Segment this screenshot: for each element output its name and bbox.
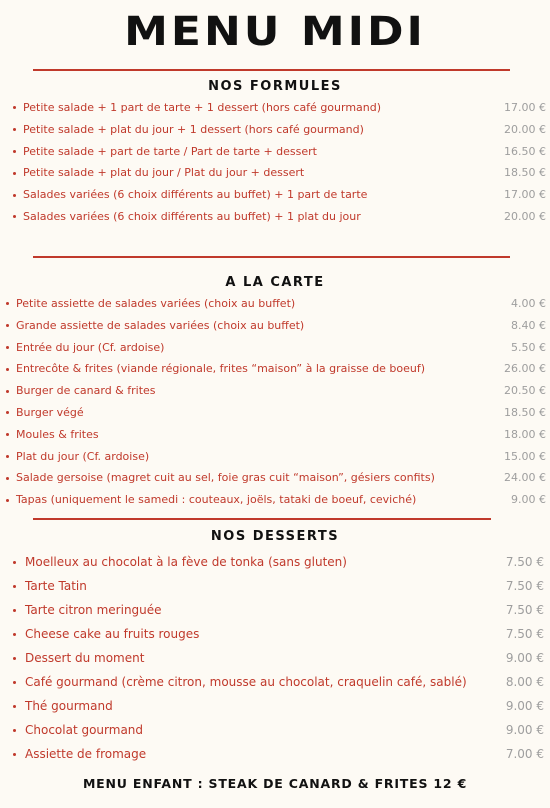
divider-top — [33, 69, 510, 71]
bullet-icon — [6, 477, 9, 480]
desserts-item — [13, 670, 544, 694]
desserts-item — [13, 718, 544, 742]
item-price: 9.00 € — [505, 699, 544, 713]
item-price: 17.00 € — [504, 188, 546, 202]
item-label: Moules & frites — [16, 427, 99, 441]
item-price: 5.50 € — [511, 340, 546, 354]
bullet-icon — [6, 455, 9, 458]
section-title-carte: A LA CARTE — [225, 275, 325, 290]
formules-item — [13, 162, 546, 184]
item-price: 24.00 € — [504, 471, 546, 485]
item-price: 16.50 € — [504, 144, 546, 158]
bullet-icon — [13, 150, 16, 153]
item-price: 9.00 € — [505, 723, 544, 737]
bullet-icon — [13, 729, 16, 732]
item-label: Tapas (uniquement le samedi : couteaux, joëls, tataki de boeuf, ceviché) — [16, 493, 417, 507]
formules-item — [13, 97, 546, 119]
section-title-desserts: NOS DESSERTS — [210, 529, 340, 544]
desserts-item — [13, 646, 544, 670]
carte-item — [6, 424, 546, 446]
desserts-item — [13, 742, 544, 766]
item-label: Tarte citron meringuée — [25, 603, 162, 617]
item-label: Petite salade + plat du jour / Plat du jour + dessert — [23, 166, 305, 180]
item-label: Grande assiette de salades variées (choix au buffet) — [16, 318, 305, 332]
bullet-icon — [13, 194, 16, 197]
item-label: Entrée du jour (Cf. ardoise) — [16, 340, 165, 354]
carte-item — [6, 315, 546, 337]
item-label: Salade gersoise (magret cuit au sel, foie gras cuit “maison”, gésiers confits) — [16, 471, 435, 485]
item-price: 15.00 € — [504, 449, 546, 463]
divider-formules — [33, 256, 510, 258]
desserts-item — [13, 574, 544, 598]
bullet-icon — [13, 609, 16, 612]
item-price: 20.00 € — [504, 209, 546, 223]
bullet-icon — [13, 657, 16, 660]
item-price: 18.50 € — [504, 405, 546, 419]
menu-title: MENU MIDI — [124, 8, 426, 55]
formules-item — [13, 206, 546, 228]
bullet-icon — [6, 499, 9, 502]
desserts-item — [13, 694, 544, 718]
item-label: Cheese cake au fruits rouges — [25, 627, 200, 641]
item-price: 4.00 € — [511, 297, 546, 310]
carte-item — [6, 380, 546, 402]
item-label: Salades variées (6 choix différents au buffet) + 1 plat du jour — [23, 209, 361, 223]
item-label: Entrecôte & frites (viande régionale, frites “maison” à la graisse de boeuf) — [16, 362, 426, 376]
desserts-item — [13, 598, 544, 622]
item-label: Dessert du moment — [25, 651, 145, 665]
item-price: 7.00 € — [505, 747, 544, 761]
bullet-icon — [13, 633, 16, 636]
bullet-icon — [13, 705, 16, 708]
formules-item — [13, 119, 546, 141]
item-label: Petite salade + part de tarte / Part de tarte + dessert — [23, 144, 317, 158]
item-price: 17.00 € — [504, 101, 546, 114]
carte-item — [6, 293, 546, 315]
bullet-icon — [13, 681, 16, 684]
carte-item — [6, 337, 546, 359]
section-title-formules: NOS FORMULES — [208, 79, 342, 94]
item-label: Petite assiette de salades variées (choix au buffet) — [16, 297, 296, 310]
bullet-icon — [13, 561, 16, 564]
item-price: 26.00 € — [504, 362, 546, 376]
carte-item — [6, 358, 546, 380]
bullet-icon — [13, 172, 16, 175]
item-label: Thé gourmand — [25, 699, 113, 713]
bullet-icon — [6, 346, 9, 349]
item-price: 18.00 € — [504, 427, 546, 441]
carte-item — [6, 489, 546, 511]
formules-item — [13, 141, 546, 163]
bullet-icon — [13, 753, 16, 756]
item-price: 20.50 € — [504, 384, 546, 398]
carte-item — [6, 467, 546, 489]
item-price: 7.50 € — [505, 579, 544, 593]
item-price: 8.00 € — [505, 675, 544, 689]
item-label: Petite salade + plat du jour + 1 dessert (hors café gourmand) — [23, 122, 364, 136]
item-label: Petite salade + 1 part de tarte + 1 dessert (hors café gourmand) — [23, 101, 382, 114]
item-price: 18.50 € — [504, 166, 546, 180]
item-label: Café gourmand (crème citron, mousse au chocolat, craquelin café, sablé) — [25, 675, 467, 689]
item-label: Tarte Tatin — [25, 579, 87, 593]
item-label: Plat du jour (Cf. ardoise) — [16, 449, 150, 463]
item-label: Salades variées (6 choix différents au buffet) + 1 part de tarte — [23, 188, 368, 202]
carte-item — [6, 446, 546, 468]
item-price: 7.50 € — [505, 555, 544, 569]
formules-list — [13, 97, 546, 228]
item-price: 9.00 € — [511, 493, 546, 507]
item-label: Burger végé — [16, 405, 84, 419]
item-label: Burger de canard & frites — [16, 384, 156, 398]
item-price: 9.00 € — [505, 651, 544, 665]
carte-item — [6, 402, 546, 424]
bullet-icon — [6, 368, 9, 371]
item-price: 7.50 € — [505, 603, 544, 617]
item-price: 20.00 € — [504, 122, 546, 136]
bullet-icon — [6, 390, 9, 393]
kids-menu-note: MENU ENFANT : STEAK DE CANARD & FRITES 12 € — [82, 776, 468, 791]
item-label: Moelleux au chocolat à la fève de tonka (sans gluten) — [25, 555, 347, 569]
formules-item — [13, 184, 546, 206]
desserts-item — [13, 550, 544, 574]
item-label: Chocolat gourmand — [25, 723, 144, 737]
desserts-item — [13, 622, 544, 646]
carte-list — [6, 293, 546, 511]
item-label: Assiette de fromage — [25, 747, 147, 761]
divider-carte — [33, 518, 491, 520]
item-price: 8.40 € — [511, 318, 546, 332]
item-price: 7.50 € — [505, 627, 544, 641]
bullet-icon — [13, 585, 16, 588]
desserts-list — [13, 550, 544, 766]
